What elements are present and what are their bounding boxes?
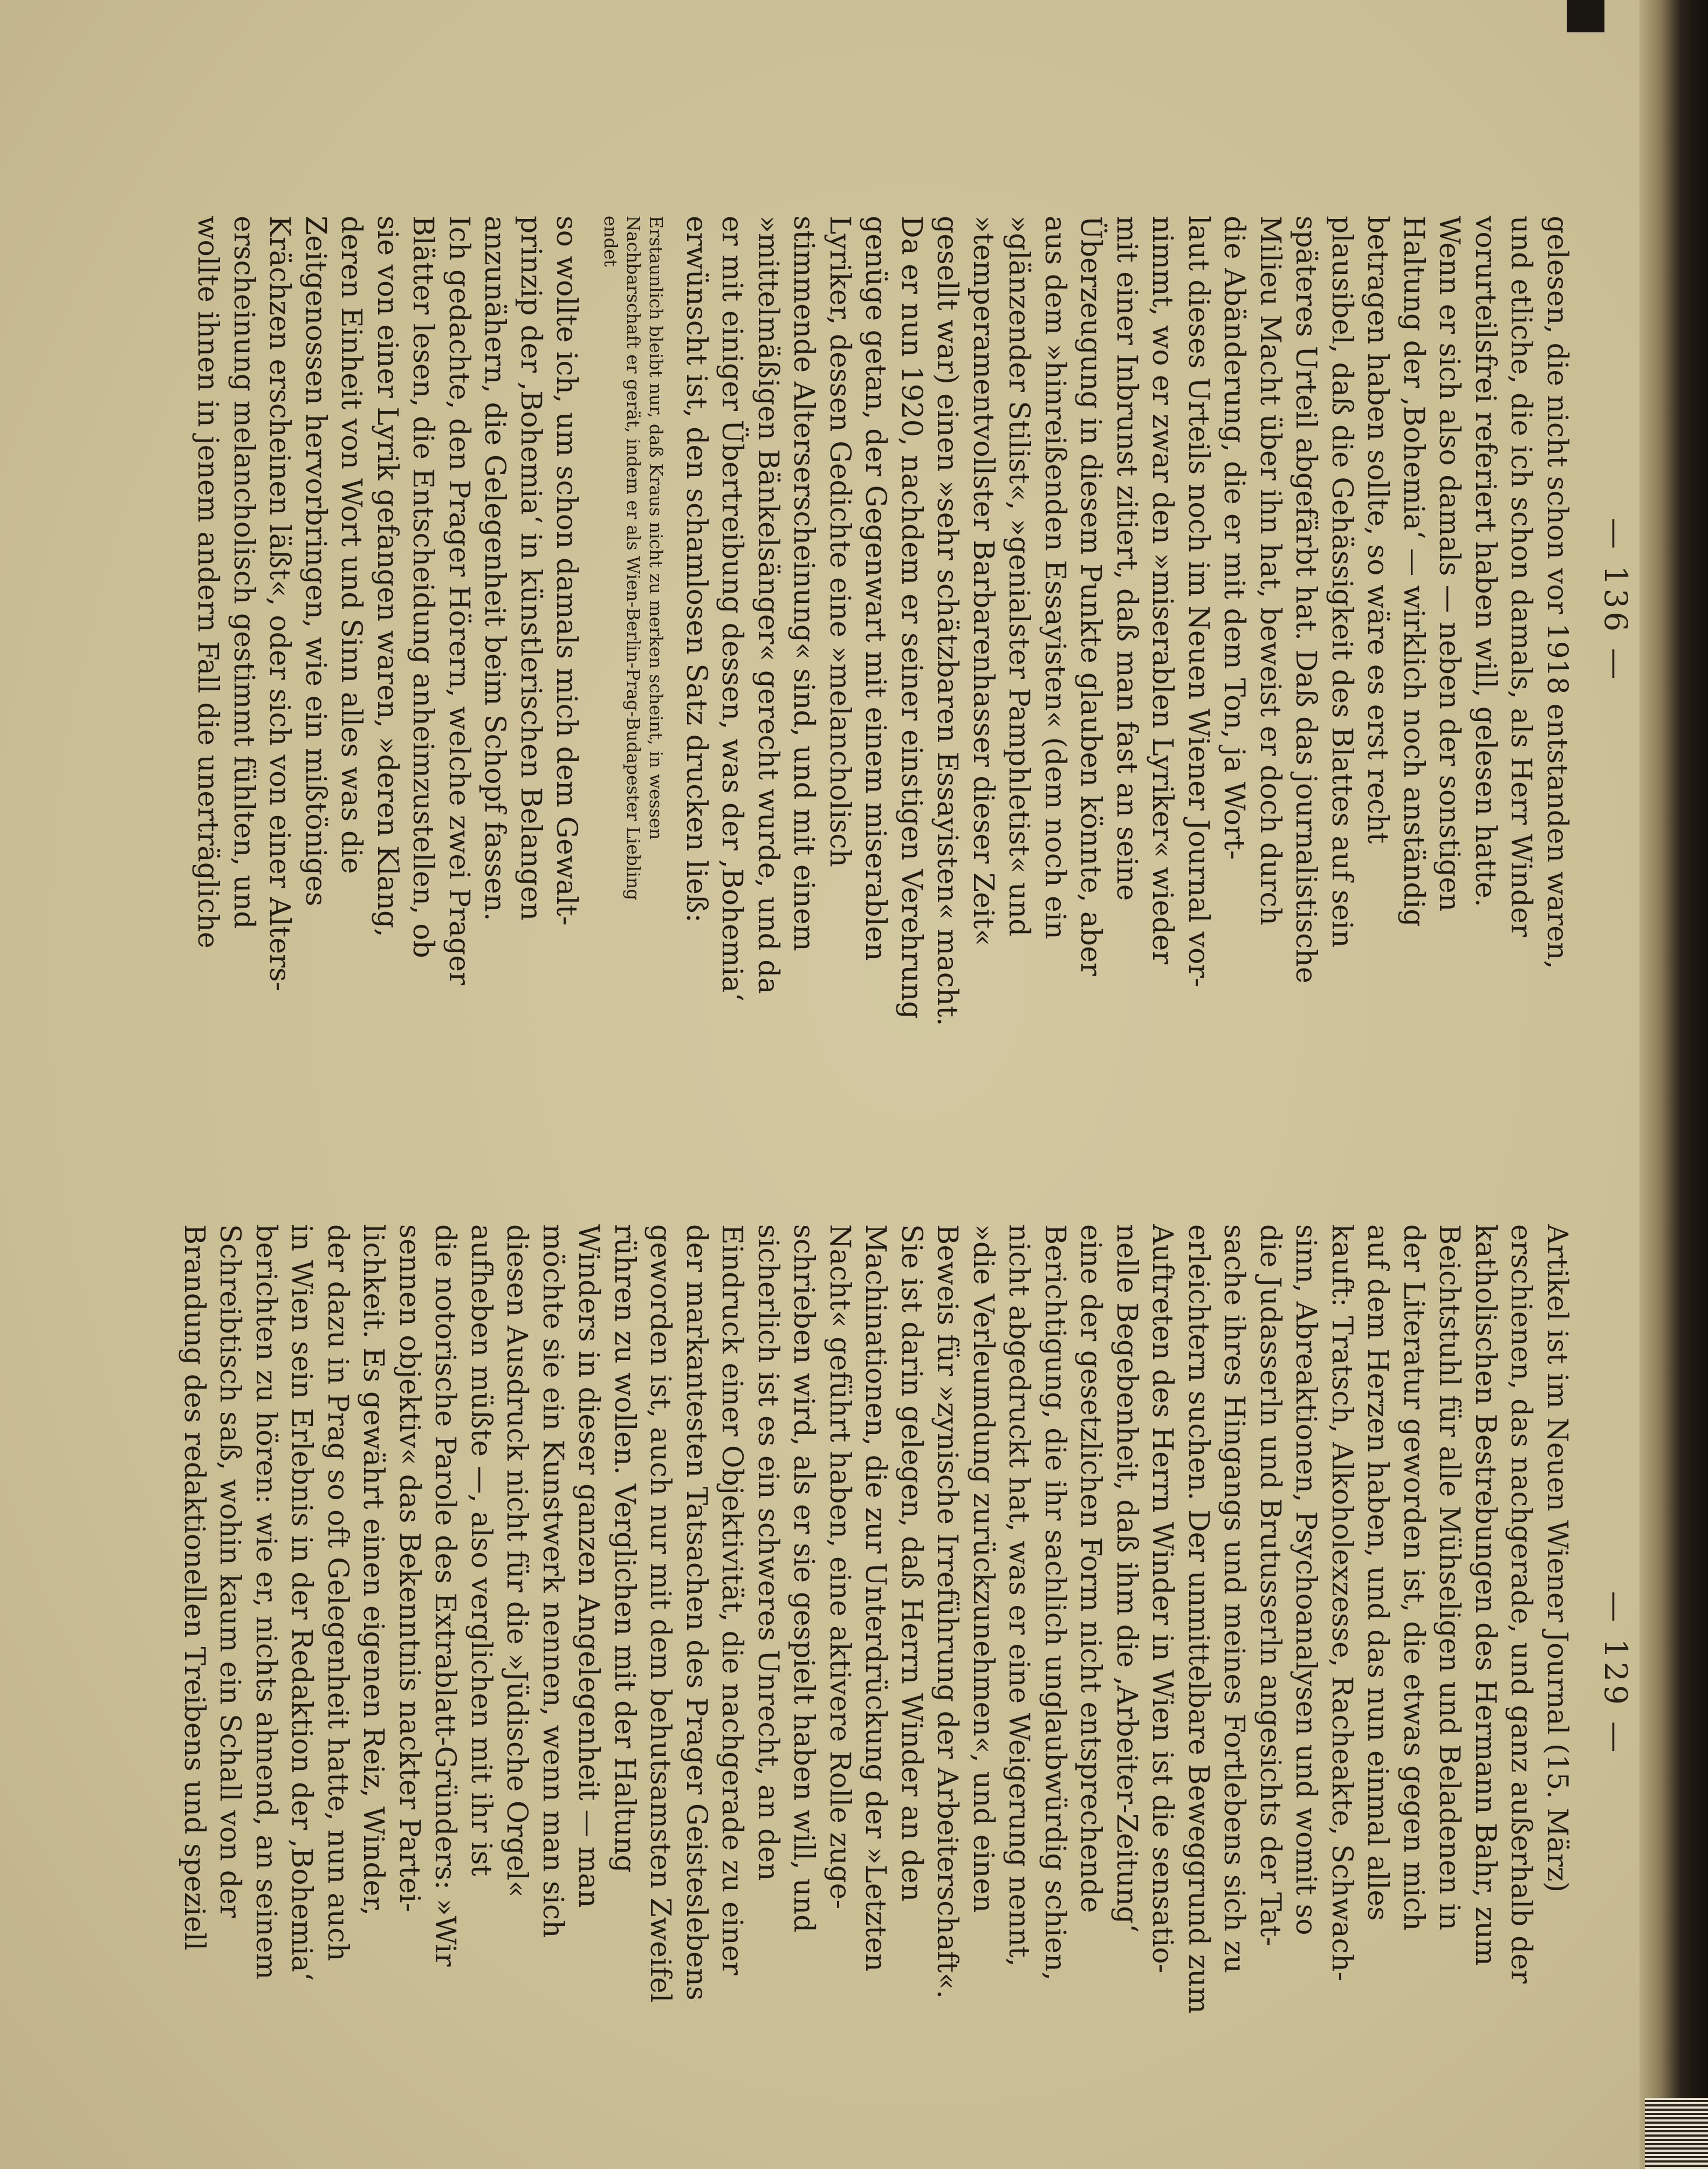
text-line: prinzip der ‚Bohemia‘ in künstlerischen Belangen — [515, 216, 547, 921]
text-line: Auftreten des Herrn Winder in Wien ist die sensatio- — [1146, 1224, 1179, 1974]
right-page-number: — 129 — — [1597, 1591, 1634, 1756]
text-line: Wenn er sich also damals — neben der sonstigen — [1433, 216, 1466, 912]
footnote-line: Nachbarschaft er gerät, indem er als Wien-Berlin-Prag-Budapester Liebling — [623, 216, 644, 901]
text-line: erleichtern suchen. Der unmittelbare Beweggrund zum — [1182, 1224, 1215, 2014]
text-line: sache ihres Hingangs und meines Fortlebens sich zu — [1218, 1224, 1251, 1974]
text-line: die Abänderung, die er mit dem Ton, ja Wort- — [1218, 216, 1251, 860]
text-line: sinn, Abreaktionen, Psychoanalysen und womit so — [1289, 1224, 1322, 1935]
text-line: kauft: Tratsch, Alkoholexzesse, Racheakte, Schwach- — [1326, 1224, 1358, 1981]
text-line: katholischen Bestrebungen des Hermann Bahr, zum — [1469, 1224, 1501, 1966]
text-line: Sie ist darin gelegen, daß Herrn Winder an den — [895, 1224, 928, 1902]
text-line: Überzeugung in diesem Punkte glauben könnte, aber — [1074, 216, 1107, 976]
text-line: »die Verleumdung zurückzunehmen«, und einen — [967, 1224, 999, 1913]
text-line: Machinationen, die zur Unterdrückung der »Letzten — [859, 1224, 892, 1972]
text-line: möchte sie ein Kunstwerk nennen, wenn man sich — [537, 1224, 569, 1938]
footnote-line: Erstaunlich bleibt nur, daß Kraus nicht zu merken scheint, in wessen — [646, 216, 667, 840]
text-line: »mittelmäßigen Bänkelsänger« gerecht wurde, und da — [752, 216, 784, 994]
text-line: auf dem Herzen haben, und das nun einmal alles — [1361, 1224, 1394, 1921]
text-line: schrieben wird, als er sie gespielt haben will, und — [787, 1224, 820, 1933]
text-line: Artikel ist im Neuen Wiener Journal (15. März) — [1541, 1224, 1573, 1893]
text-line: geworden ist, auch nur mit dem behutsamsten Zweifel — [644, 1224, 677, 2003]
text-line: betragen haben sollte, so wäre es erst recht — [1361, 216, 1394, 844]
text-line: Winders in dieser ganzen Angelegenheit — man — [572, 1224, 605, 1908]
text-line: stimmende Alterserscheinung« sind, und mit einem — [787, 216, 820, 951]
text-line: Milieu Macht über ihn hat, beweist er doch durch — [1254, 216, 1286, 925]
text-line: Eindruck einer Objektivität, die nachgerade zu einer — [716, 1224, 749, 1975]
text-line: und etliche, die ich schon damals, als Herr Winder — [1505, 216, 1538, 937]
text-line: Berichtigung, die ihr sachlich unglaubwürdig schien, — [1039, 1224, 1071, 1981]
text-line: Haltung der ‚Bohemia‘ — wirklich noch anständig — [1397, 216, 1430, 927]
text-line: Beweis für »zynische Irreführung der Arbeiterschaft«. — [931, 1224, 964, 1999]
text-line: genüge getan, der Gegenwart mit einem miserablen — [859, 216, 892, 961]
text-line: laut dieses Urteils noch im Neuen Wiener Journal vor- — [1182, 216, 1215, 987]
text-line: vorurteilsfrei referiert haben will, gelesen hatte. — [1469, 216, 1501, 908]
text-line: die Judasserln und Brutusserln angesichts der Tat- — [1254, 1224, 1286, 1947]
text-line: der markantesten Tatsachen des Prager Geisteslebens — [680, 1224, 712, 2001]
text-line: Schreibtisch saß, wohin kaum ein Schall von der — [214, 1224, 246, 1918]
text-line: Ich gedachte, den Prager Hörern, welche zwei Prager — [443, 216, 475, 985]
left-page-column — [190, 216, 1575, 1026]
text-line: nimmt, wo er zwar den »miserablen Lyriker« wieder — [1146, 216, 1179, 965]
text-line: deren Einheit von Wort und Sinn alles was die — [335, 216, 368, 874]
text-line: er mit einiger Übertreibung dessen, was der ‚Bohemia‘ — [716, 216, 749, 1002]
text-line: aus dem »hinreißenden Essayisten« (dem noch ein — [1039, 216, 1071, 939]
text-line: Blätter lesen, die Entscheidung anheimzustellen, ob — [407, 216, 440, 958]
text-line: die notorische Parole des Extrablatt-Gründers: »Wir — [429, 1224, 462, 1967]
text-line: plausibel, daß die Gehässigkeit des Blattes auf sein — [1326, 216, 1358, 948]
footnote-line: endet — [600, 216, 622, 267]
text-line: »temperamentvollster Barbarenhasser dieser Zeit« — [967, 216, 999, 946]
text-line: gesellt war) einen »sehr schätzbaren Essayisten« macht. — [931, 216, 964, 1026]
text-line: lichkeit. Es gewährt einen eigenen Reiz, Winder, — [357, 1224, 390, 1916]
text-line: eine der gesetzlichen Form nicht entsprechende — [1074, 1224, 1107, 1913]
text-line: sie von einer Lyrik gefangen waren, »deren Klang, — [371, 216, 403, 937]
text-line: Zeitgenossen hervorbringen, wie ein mißtöniges — [299, 216, 332, 907]
text-line: der Literatur geworden ist, die etwas gegen mich — [1397, 1224, 1430, 1931]
text-line: Lyriker, dessen Gedichte eine »melancholisch — [824, 216, 856, 867]
right-page-column — [176, 1224, 1575, 2014]
text-line: gelesen, die nicht schon vor 1918 entstanden waren, — [1541, 216, 1573, 969]
text-line: Nacht« geführt haben, eine aktivere Rolle zuge- — [824, 1224, 856, 1910]
text-line: erschienen, das nachgerade, und ganz außerhalb der — [1505, 1224, 1538, 1984]
text-line: diesen Ausdruck nicht für die »Jüdische Orgel« — [500, 1224, 533, 1898]
text-line: in Wien sein Erlebnis in der Redaktion der ‚Bohemia‘ — [285, 1224, 318, 1981]
text-line: Beichtstuhl für alle Mühseligen und Beladenen in — [1433, 1224, 1466, 1931]
text-line: nicht abgedruckt hat, was er eine Weigerung nennt, — [1003, 1224, 1035, 1967]
left-page-number: — 136 — — [1597, 518, 1634, 683]
text-line: sennen objektiv« das Bekenntnis nackter Partei- — [393, 1224, 426, 1913]
text-line: Da er nun 1920, nachdem er seiner einstigen Verehrung — [895, 216, 928, 1019]
text-line: späteres Urteil abgefärbt hat. Daß das journalistische — [1289, 216, 1322, 984]
text-line: mit einer Inbrunst zitiert, daß man fast an seine — [1110, 216, 1143, 901]
text-line: »glänzender Stilist«, »genialster Pamphletist« und — [1003, 216, 1035, 937]
text-line: wollte ihnen in jenem andern Fall die unerträgliche — [191, 216, 224, 949]
text-line: berichten zu hören: wie er, nichts ahnend, an seinem — [250, 1224, 282, 1980]
text-line: rühren zu wollen. Verglichen mit der Haltung — [608, 1224, 641, 1873]
text-line: anzunähern, die Gelegenheit beim Schopf fassen. — [478, 216, 511, 921]
text-line: so wollte ich, um schon damals mich dem Gewalt- — [550, 216, 583, 926]
text-line: der dazu in Prag so oft Gelegenheit hatte, nun auch — [321, 1224, 354, 1961]
text-line: sicherlich ist es ein schweres Unrecht, an den — [752, 1224, 784, 1881]
text-line: erscheinung melancholisch gestimmt fühlten, und — [228, 216, 260, 929]
text-line: nelle Begebenheit, daß ihm die ‚Arbeiter-Zeitung‘ — [1110, 1224, 1143, 1933]
text-line: Krächzen erscheinen läßt«, oder sich von einer Alters- — [263, 216, 296, 992]
text-line: Brandung des redaktionellen Treibens und speziell — [178, 1224, 210, 1951]
text-line: erwünscht ist, den schamlosen Satz drucken ließ: — [680, 216, 712, 923]
text-line: aufheben müßte —, also verglichen mit ihr ist — [465, 1224, 497, 1877]
